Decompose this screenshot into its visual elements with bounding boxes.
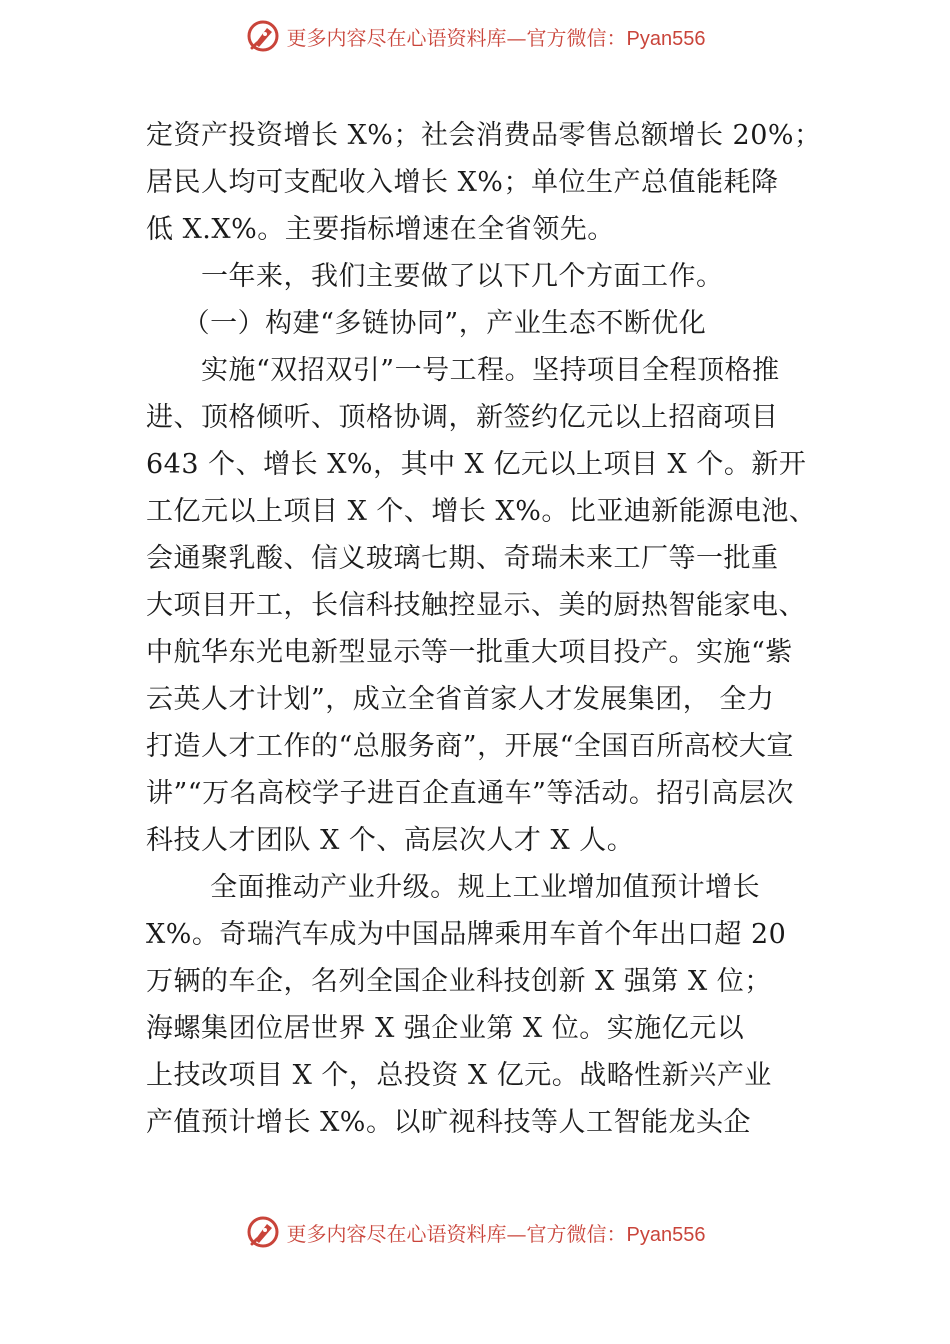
body-line: 打造人才工作的“总服务商”，开展“全国百所高校大宣 xyxy=(146,731,794,762)
body-line: 产值预计增长 X%。以旷视科技等人工智能龙头企 xyxy=(146,1107,751,1138)
body-line: 海螺集团位居世界 X 强企业第 X 位。实施亿元以 xyxy=(146,1013,745,1044)
footer-watermark xyxy=(0,1212,950,1252)
header-watermark xyxy=(0,16,950,56)
body-line: 全面推动产业升级。规上工业增加值预计增长 xyxy=(146,872,761,903)
body-line: 会通聚乳酸、信义玻璃七期、奇瑞未来工厂等一批重 xyxy=(146,543,779,574)
pen-nib-icon xyxy=(245,1214,281,1250)
section-heading: （一）构建“多链协同”，产业生态不断优化 xyxy=(146,308,707,339)
body-line: 上技改项目 X 个，总投资 X 亿元。战略性新兴产业 xyxy=(146,1060,772,1091)
document-body xyxy=(146,112,826,1146)
body-line: 讲”“万名高校学子进百企直通车”等活动。招引高层次 xyxy=(146,778,794,809)
body-line: 云英人才计划”，成立全省首家人才发展集团， 全力 xyxy=(146,684,775,715)
body-line: 进、顶格倾听、顶格协调，新签约亿元以上招商项目 xyxy=(146,402,779,433)
body-line: 工亿元以上项目 X 个、增长 X%。比亚迪新能源电池、 xyxy=(146,496,817,527)
body-line: 中航华东光电新型显示等一批重大项目投产。实施“紫 xyxy=(146,637,793,668)
body-line: 一年来，我们主要做了以下几个方面工作。 xyxy=(146,261,724,292)
body-line: 大项目开工，长信科技触控显示、美的厨热智能家电、 xyxy=(146,590,806,621)
watermark-text: 更多内容尽在心语资料库—官方微信：Pyan556 xyxy=(286,1221,706,1246)
watermark-text: 更多内容尽在心语资料库—官方微信：Pyan556 xyxy=(286,25,706,50)
watermark-wechat-id: Pyan556 xyxy=(626,27,706,50)
body-line: X%。奇瑞汽车成为中国品牌乘用车首个年出口超 20 xyxy=(146,919,787,950)
body-line: 实施“双招双引”一号工程。坚持项目全程顶格推 xyxy=(146,355,780,386)
body-line: 定资产投资增长 X%；社会消费品零售总额增长 20%； xyxy=(146,120,822,151)
pen-nib-icon xyxy=(245,18,281,54)
body-line: 居民人均可支配收入增长 X%；单位生产总值能耗降 xyxy=(146,167,779,198)
body-line: 万辆的车企，名列全国企业科技创新 X 强第 X 位； xyxy=(146,966,772,997)
body-line: 643 个、增长 X%，其中 X 亿元以上项目 X 个。新开 xyxy=(146,449,807,480)
watermark-wechat-id: Pyan556 xyxy=(626,1223,706,1246)
body-line: 低 X.X%。主要指标增速在全省领先。 xyxy=(146,214,615,245)
body-line: 科技人才团队 X 个、高层次人才 X 人。 xyxy=(146,825,635,856)
